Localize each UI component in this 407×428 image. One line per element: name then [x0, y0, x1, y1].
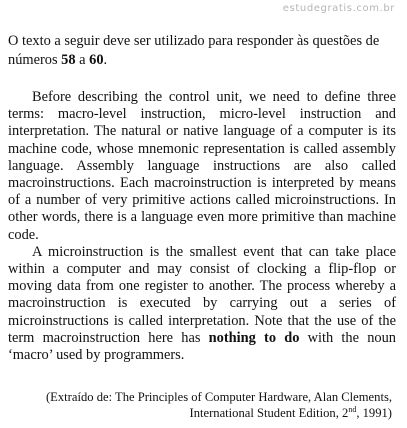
site-watermark: estudegratis.com.br	[282, 3, 395, 14]
intro-text: O texto a seguir deve ser utilizado para responder às questões de números	[8, 33, 380, 68]
citation-line-2	[22, 405, 392, 421]
source-citation	[22, 389, 392, 421]
citation-line-1: (Extraído de: The Principles of Computer Hardware, Alan Clements,	[45, 390, 392, 404]
question-number-end: 60	[89, 52, 104, 68]
instruction-text	[8, 32, 400, 70]
passage-paragraph-2	[8, 244, 396, 364]
citation-year: , 1991)	[356, 406, 392, 420]
intro-period: .	[103, 52, 108, 68]
paragraph-2-text: A microinstruction is the smallest event that can take place within a computer and may consist of clocking a flip-flop or moving data from one register to another. The process whereby a macroinstruction is executed by carrying out a series of microinstructions is called interpretation. Note that the use of the term macroinstruction here has	[8, 243, 396, 346]
citation-edition: International Student Edition, 2	[189, 406, 349, 420]
passage-paragraph-1: Before describing the control unit, we need to define three terms: macro-level instruction, micro-level instruction and interpretation. The natural or native language of a computer is its machine code, whose mnemonic representation is called assembly language. Assembly language instructions are also called macroinstructions. Each macroinstruction is interpreted by means of a number of very primitive actions called microinstructions. In other words, there is a language even more primitive than machine code.	[8, 89, 396, 243]
ordinal-suffix: nd	[348, 404, 357, 414]
question-number-start: 58	[61, 52, 76, 68]
intro-connector: a	[75, 52, 90, 68]
paragraph-2-ending: with the noun ‘macro’ used by programmers.	[8, 329, 396, 364]
reading-passage	[8, 89, 396, 364]
emphasis-text: nothing to do	[208, 329, 300, 346]
